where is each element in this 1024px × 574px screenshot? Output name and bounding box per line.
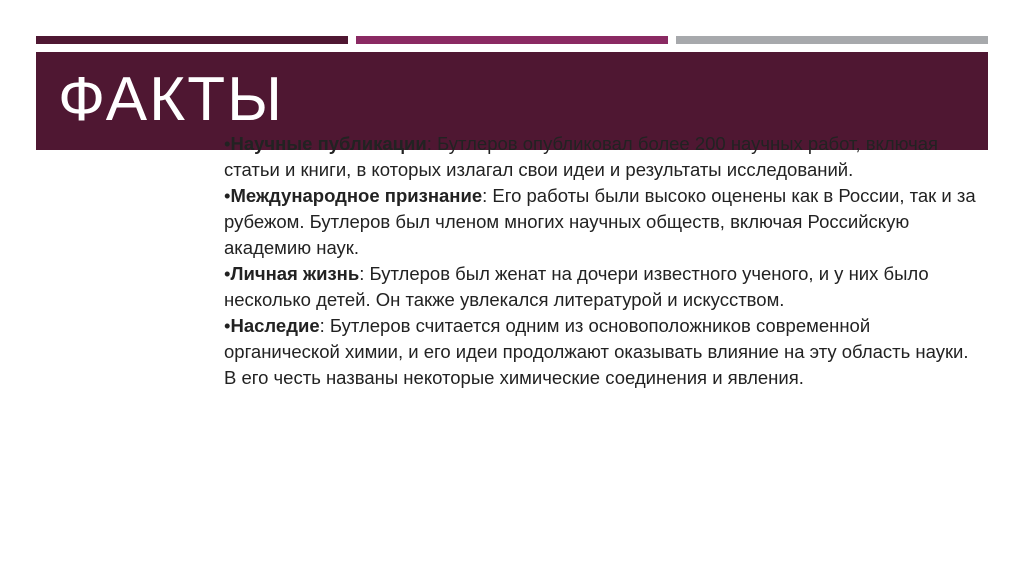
bullet-mark: • — [224, 263, 231, 284]
fact-item — [224, 261, 984, 313]
fact-text: : Бутлеров был женат на дочери известного ученого, и у них было несколько детей. Он также увлекался литературой и искусством. — [224, 263, 929, 310]
facts-list — [224, 131, 984, 391]
fact-term: Международное признание — [230, 185, 483, 206]
fact-text: : Бутлеров опубликовал более 200 научных работ, включая статьи и книги, в которых излагал свои идеи и результаты исследований. — [224, 133, 939, 180]
fact-term: Научные публикации — [230, 133, 427, 154]
fact-text: : Бутлеров считается одним из основоположников современной органической химии, и его идеи продолжают оказывать влияние на эту область науки. В его честь названы некоторые химические соединения и явления. — [224, 315, 969, 388]
fact-term: Наследие — [230, 315, 320, 336]
fact-item — [224, 131, 984, 183]
fact-item — [224, 313, 984, 391]
bullet-mark: • — [224, 185, 231, 206]
fact-term: Личная жизнь — [230, 263, 360, 284]
fact-item — [224, 183, 984, 261]
bullet-mark: • — [224, 315, 231, 336]
bullet-mark: • — [224, 133, 231, 154]
top-stripe-gray — [676, 36, 988, 44]
slide-title: ФАКТЫ — [58, 65, 285, 134]
fact-text: : Его работы были высоко оценены как в России, так и за рубежом. Бутлеров был членом многих научных обществ, включая Российскую академию наук. — [224, 185, 976, 258]
top-stripe-dark — [36, 36, 348, 44]
top-stripe-magenta — [356, 36, 668, 44]
